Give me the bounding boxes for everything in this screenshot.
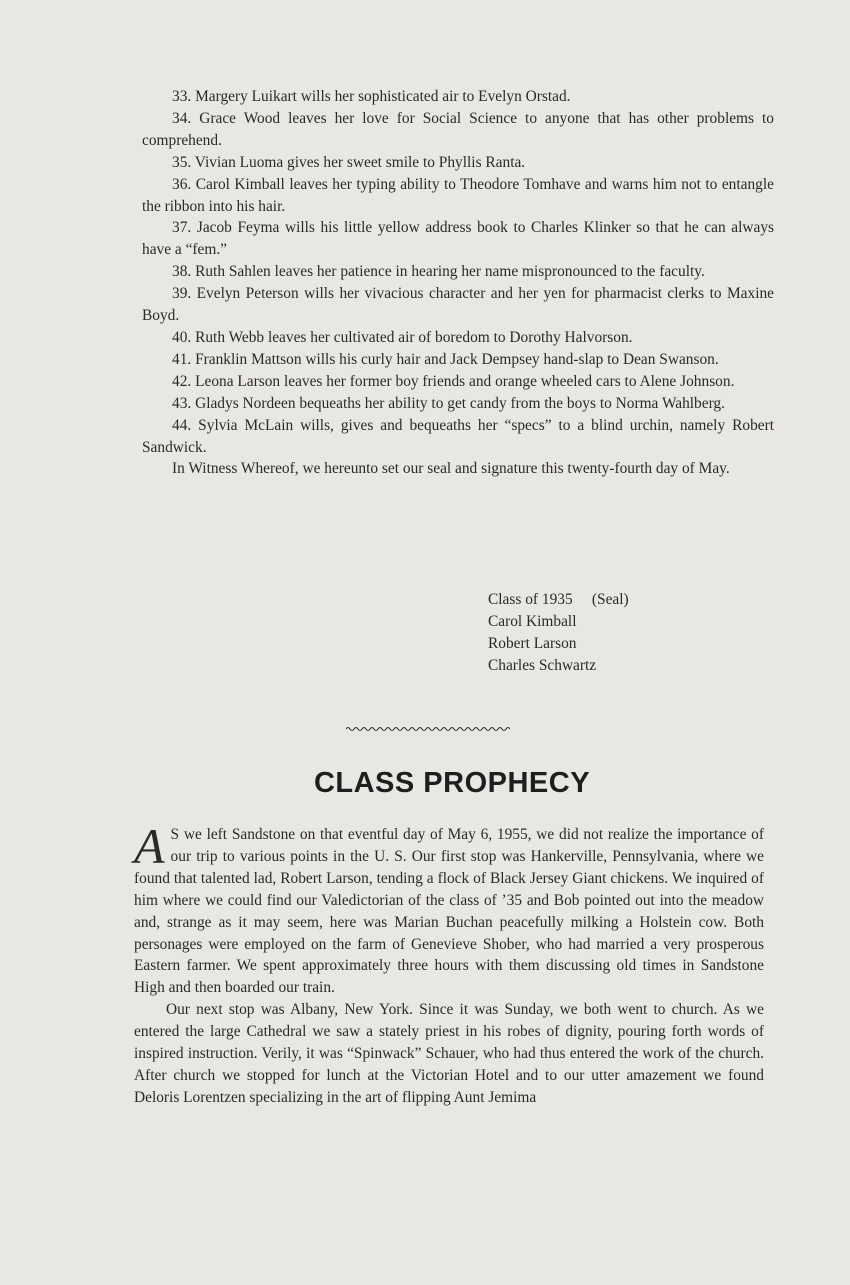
page-title: CLASS PROPHECY bbox=[313, 767, 591, 799]
prophecy-body bbox=[134, 818, 764, 1109]
will-item-38: 38. Ruth Sahlen leaves her patience in hearing her name mispronounced to the faculty. bbox=[172, 263, 705, 281]
will-item-40: 40. Ruth Webb leaves her cultivated air of boredom to Dorothy Halvorson. bbox=[172, 328, 633, 346]
will-item-37: 37. Jacob Feyma wills his little yellow address book to Charles Klinker so that he can always have a “fem.” bbox=[142, 219, 774, 259]
will-item-43: 43. Gladys Nordeen bequeaths her ability to get candy from the boys to Norma Wahlberg. bbox=[172, 394, 725, 412]
prophecy-paragraph-2: Our next stop was Albany, New York. Since it was Sunday, we both went to church. As we entered the large Cathedral we saw a stately priest in his robes of dignity, pouring forth words of inspired instruction. Verily, it was “Spinwack” Schauer, who had thus entered the work of the church. After church we stopped for lunch at the Victorian Hotel and to our utter amazement we found Deloris Lorentzen specializing in the art of flipping Aunt Jemima bbox=[134, 1001, 764, 1106]
signature-block bbox=[488, 589, 629, 677]
signature-name: Robert Larson bbox=[488, 635, 577, 652]
will-item-44: 44. Sylvia McLain wills, gives and bequeaths her “specs” to a blind urchin, namely Robert Sandwick. bbox=[142, 416, 774, 456]
prophecy-paragraph-1-text: S we left Sandstone on that eventful day of May 6, 1955, we did not realize the importance of our trip to various points in the U. S. Our first stop was Hankerville, Pennsylvania, where we found that talented lad, Robert Larson, tending a flock of Black Jersey Giant chickens. We inquired of him where we could find our Valedictorian of the class of ’35 and Bob pointed out into the meadow and, strange as it may seem, here was Marian Buchan peacefully milking a Holstein cow. Both personages were employed on the farm of Genevieve Shober, who had married a very prosperous Eastern farmer. We spent approximately three hours with them discussing old times in Sandstone High and then boarded our train. bbox=[134, 826, 764, 997]
will-item-35: 35. Vivian Luoma gives her sweet smile to Phyllis Ranta. bbox=[172, 153, 526, 171]
will-item-33: 33. Margery Luikart wills her sophisticated air to Evelyn Orstad. bbox=[172, 88, 571, 105]
prophecy-paragraph-1 bbox=[134, 818, 764, 999]
wavy-divider bbox=[346, 724, 510, 734]
will-item-41: 41. Franklin Mattson wills his curly hair and Jack Dempsey hand-slap to Dean Swanson. bbox=[172, 350, 719, 368]
drop-cap: A bbox=[134, 818, 165, 874]
signature-name: Carol Kimball bbox=[488, 613, 577, 630]
will-section bbox=[142, 86, 774, 480]
witness-clause: In Witness Whereof, we hereunto set our seal and signature this twenty-fourth day of May. bbox=[172, 460, 730, 478]
will-item-39: 39. Evelyn Peterson wills her vivacious character and her yen for pharmacist clerks to Maxine Boyd. bbox=[142, 285, 774, 325]
will-item-34: 34. Grace Wood leaves her love for Social Science to anyone that has other problems to comprehend. bbox=[142, 109, 774, 149]
will-item-36: 36. Carol Kimball leaves her typing ability to Theodore Tomhave and warns him not to entangle the ribbon into his hair. bbox=[142, 175, 774, 215]
will-item-42: 42. Leona Larson leaves her former boy friends and orange wheeled cars to Alene Johnson. bbox=[172, 372, 735, 390]
signature-name: Charles Schwartz bbox=[488, 657, 597, 674]
signature-class-seal: Class of 1935 (Seal) bbox=[488, 591, 629, 608]
